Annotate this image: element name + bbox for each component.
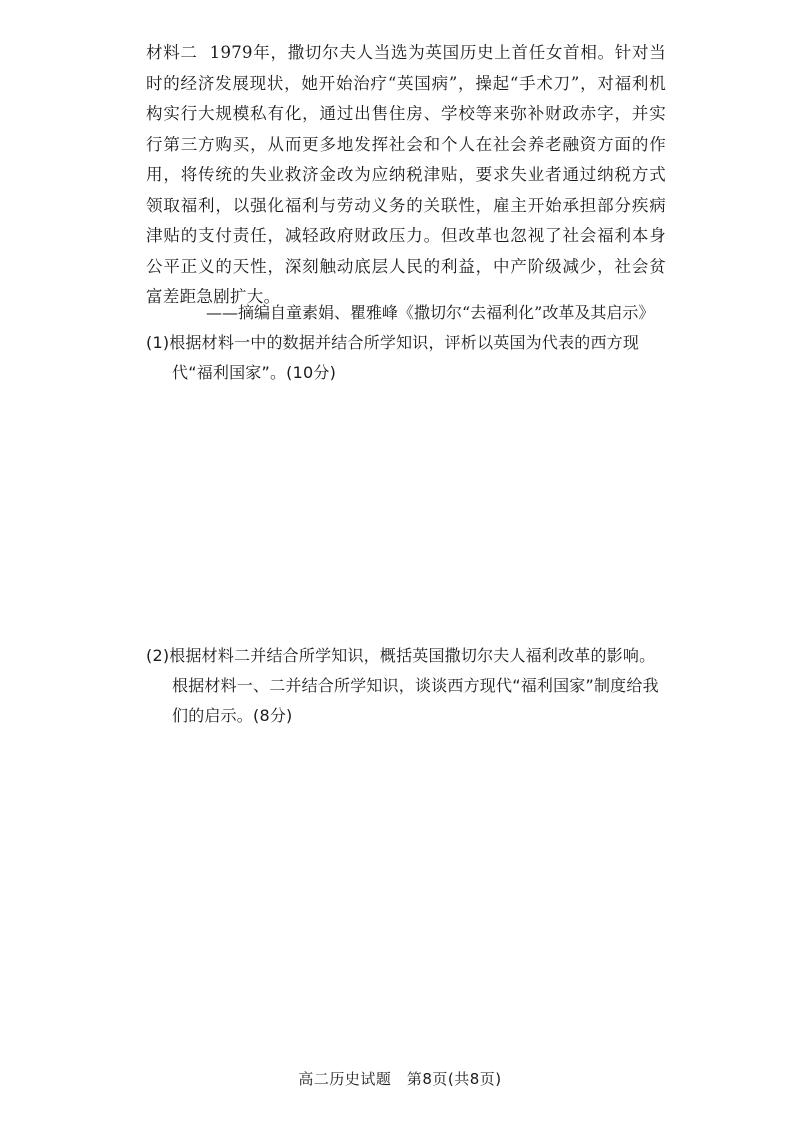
material-two-paragraph: [146, 38, 666, 313]
question-2: [146, 641, 666, 731]
material-two-text: 1979年，撒切尔夫人当选为英国历史上首任女首相。针对当时的经济发展现状，她开始治疗“英国病”，操起“手术刀”，对福利机构实行大规模私有化，通过出售住房、学校等来弥补财政赤字，并实行第三方购买，从而更多地发挥社会和个人在社会养老融资方面的作用，将传统的失业救济金改为应纳税津贴，要求失业者通过纳税方式领取福利，以强化福利与劳动义务的关联性，雇主开始承担部分疾病津贴的支付责任，减轻政府财政压力。但改革也忽视了社会福利本身公平正义的天性，深刻触动底层人民的利益，中产阶级减少，社会贫富差距急剧扩大。: [146, 43, 666, 306]
question-2-text: 根据材料二并结合所学知识，概括英国撒切尔夫人福利改革的影响。根据材料一、二并结合所学知识，谈谈西方现代“福利国家”制度给我们的启示。(8分): [169, 646, 659, 725]
material-two-label: 材料二: [146, 43, 198, 62]
question-1-number: (1): [146, 333, 170, 352]
material-two-source: ——摘编自童素娟、瞿雅峰《撒切尔“去福利化”改革及其启示》: [206, 303, 655, 322]
page-footer: 高二历史试题 第8页(共8页): [298, 1070, 502, 1088]
question-1: [146, 328, 666, 388]
question-1-text: 根据材料一中的数据并结合所学知识，评析以英国为代表的西方现代“福利国家”。(10分): [169, 333, 640, 382]
question-2-number: (2): [146, 646, 170, 665]
